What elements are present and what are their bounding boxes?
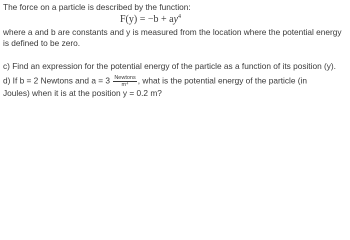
equation-variable: y [173,14,179,25]
where-text-line1: where a and b are constants and y is measured from the location where the potential energy [3,27,342,37]
part-d-suffix: , what is the potential energy of the particle (in [137,75,307,86]
units-denominator: m⁴ [121,82,129,88]
equation-lhs: F(y) = [120,14,148,25]
equation-term: −b + a [147,14,174,25]
intro-text: The force on a particle is described by the function: [3,2,191,12]
force-equation [120,14,181,25]
part-d-prefix: d) If b = 2 Newtons and a = 3 [3,75,111,86]
equation-exponent: 4 [178,14,182,20]
part-d-question-line2: Joules) when it is at the position y = 0.2 m? [3,88,162,98]
where-text-line2: is defined to be zero. [3,38,81,48]
units-fraction [113,75,136,88]
part-d-question-line1 [3,75,307,88]
part-c-question: c) Find an expression for the potential energy of the particle as a function of its position (y). [3,61,336,71]
units-numerator: Newtons [114,75,136,81]
